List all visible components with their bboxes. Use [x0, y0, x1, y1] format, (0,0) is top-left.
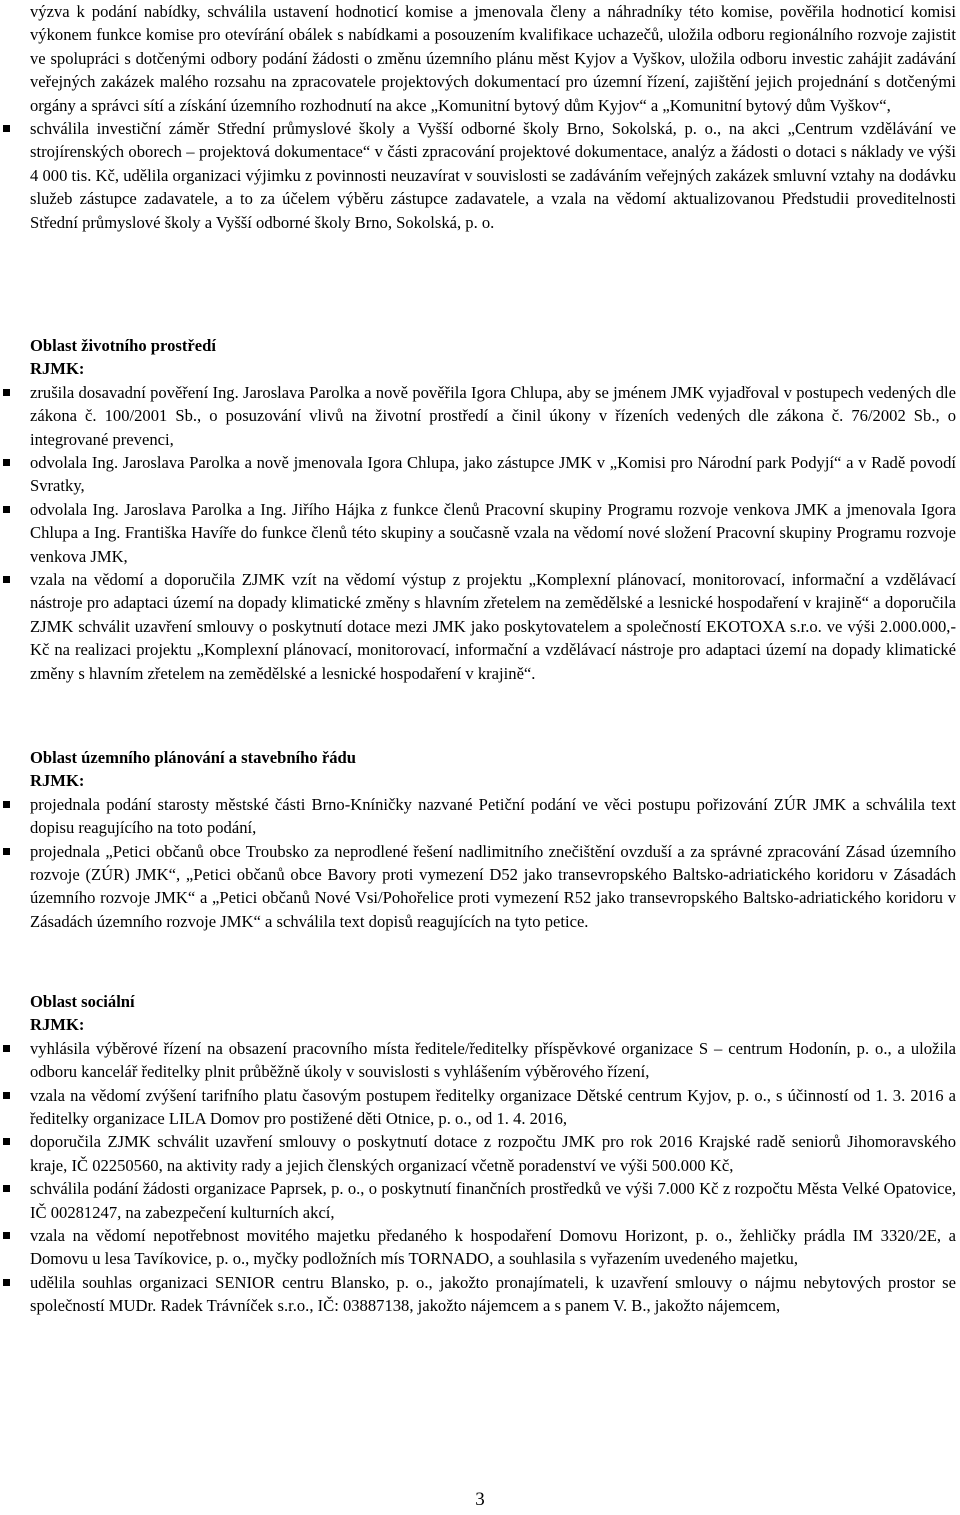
- list-item: schválila investiční záměr Střední průmyslové školy a Vyšší odborné školy Brno, Sokolská, p. o., na akci „Centrum vzdělávání ve strojírenských oborech – projektová dokumentace“ v části zpracování projektové dokumentace, analýz a žádosti o dotaci s náklady ve výši 4 000 tis. Kč, udělila organizaci výjimku z povinnosti neuzavírat v souvislosti se zadáváním veřejných zakázek smluvní vztahy na dodávku služeb zástupce zadavatele, a to za účelem výběru zástupce zadavatele, a vzala na vědomí aktualizovanou Předstudii proveditelnosti Střední průmyslové školy a Vyšší odborné školy Brno, Sokolská, p. o.: [30, 117, 956, 234]
- section-heading: Oblast sociální: [30, 992, 135, 1011]
- list-item: doporučila ZJMK schválit uzavření smlouvy o poskytnutí dotace z rozpočtu JMK pro rok 2016 Krajské radě seniorů Jihomoravského kraje, IČ 02250560, na aktivity rady a jejich členských organizací včetně poradenství ve výši 500.000 Kč,: [30, 1130, 956, 1177]
- section-subheading: RJMK:: [30, 771, 85, 791]
- section-territorial-planning: [30, 746, 956, 933]
- section-list: [30, 793, 956, 933]
- list-item: vzala na vědomí a doporučila ZJMK vzít na vědomí výstup z projektu „Komplexní plánovací, monitorovací, informační a vzdělávací nástroje pro adaptaci území na dopady klimatické změny s hlavním zřetelem na zemědělské a lesnické hospodaření v krajině“ a doporučila ZJMK schválit uzavření smlouvy o poskytnutí dotace mezi JMK jako poskytovatelem a společností EKOTOXA s.r.o. ve výši 2.000.000,- Kč na realizaci projektu „Komplexní plánovací, monitorovací, informační a vzdělávací nástroje pro adaptaci území na dopady klimatické změny s hlavním zřetelem na zemědělské a lesnické hospodaření v krajině“.: [30, 568, 956, 685]
- list-item: udělila souhlas organizaci SENIOR centru Blansko, p. o., jakožto pronajímateli, k uzavření smlouvy o nájmu nebytových prostor se společností MUDr. Radek Trávníček s.r.o., IČ: 03887138, jakožto nájemcem a s panem V. B., jakožto nájemcem,: [30, 1271, 956, 1318]
- continuation-paragraph: výzva k podání nabídky, schválila ustavení hodnoticí komise a jmenovala členy a náhradníky této komise, pověřila hodnoticí komisi výkonem funkce komise pro otevírání obálek s nabídkami a posouzením kvalifikace uchazečů, uložila odboru regionálního rozvoje zajistit ve spolupráci s dotčenými odbory podání žádosti o změnu územního plánu měst Kyjov a Vyškov, uložila odboru investic zahájit zadávání veřejných zakázek malého rozsahu na zpracovatele projektových dokumentací pro územní řízení, zajištění jejich projednání s dotčenými orgány a správci sítí a získání územního rozhodnutí na akce „Komunitní bytový dům Kyjov“ a „Komunitní bytový dům Vyškov“,: [30, 2, 956, 115]
- section-environment: [30, 334, 956, 685]
- intro-list: [30, 117, 956, 234]
- list-item: projednala podání starosty městské části Brno-Kníničky nazvané Petiční podání ve věci postupu pořizování ZÚR JMK a schválila text dopisu reagujícího na toto podání,: [30, 793, 956, 840]
- list-item: projednala „Petici občanů obce Troubsko za neprodlené řešení nadlimitního znečištění ovzduší a za správné zpracování Zásad územního rozvoje (ZÚR) JMK“, „Petici občanů obce Bavory proti vymezení D52 jako transevropského Baltsko-adriatického koridoru v Zásadách územního rozvoje JMK“ a „Petici občanů Nové Vsi/Pohořelice proti vymezení R52 jako transevropského Baltsko-adriatického koridoru v Zásadách územního rozvoje JMK“ a schválila text dopisů reagujících na tyto petice.: [30, 840, 956, 934]
- page-number: 3: [475, 1489, 485, 1510]
- section-social: [30, 990, 956, 1318]
- section-subheading: RJMK:: [30, 1015, 85, 1035]
- list-item: odvolala Ing. Jaroslava Parolka a nově jmenovala Igora Chlupa, jako zástupce JMK v „Komisi pro Národní park Podyjí“ a v Radě povodí Svratky,: [30, 451, 956, 498]
- section-list: [30, 1037, 956, 1318]
- section-list: [30, 381, 956, 685]
- list-item: zrušila dosavadní pověření Ing. Jaroslava Parolka a nově pověřila Igora Chlupa, aby se jménem JMK vyjadřoval v postupech vedených dle zákona č. 100/2001 Sb., o posuzování vlivů na životní prostředí a činil úkony v řízeních vedených dle zákona č. 76/2002 Sb., o integrované prevenci,: [30, 381, 956, 451]
- list-item: schválila podání žádosti organizace Paprsek, p. o., o poskytnutí finančních prostředků ve výši 7.000 Kč z rozpočtu Města Velké Opatovice, IČ 00281247, na zabezpečení kulturních akcí,: [30, 1177, 956, 1224]
- section-heading: Oblast územního plánování a stavebního řádu: [30, 748, 356, 767]
- section-heading: Oblast životního prostředí: [30, 336, 216, 355]
- intro-block: [30, 0, 956, 234]
- list-item: vzala na vědomí zvýšení tarifního platu časovým postupem ředitelky organizace Dětské centrum Kyjov, p. o., s účinností od 1. 3. 2016 a ředitelky organizace LILA Domov pro postižené děti Otnice, p. o., od 1. 4. 2016,: [30, 1084, 956, 1131]
- section-subheading: RJMK:: [30, 359, 85, 379]
- list-item: vzala na vědomí nepotřebnost movitého majetku předaného k hospodaření Domovu Horizont, p. o., žehličky prádla IM 3320/2E, a Domovu u lesa Tavíkovice, p. o., myčky podložních mís TORNADO, a souhlasila s vyřazením uvedeného majetku,: [30, 1224, 956, 1271]
- list-item: vyhlásila výběrové řízení na obsazení pracovního místa ředitele/ředitelky příspěvkové organizace S – centrum Hodonín, p. o., a uložila odboru kancelář ředitelky plnit průběžně úkoly v souvislosti s vyhlášením výběrového řízení,: [30, 1037, 956, 1084]
- list-item: odvolala Ing. Jaroslava Parolka a Ing. Jiřího Hájka z funkce členů Pracovní skupiny Programu rozvoje venkova JMK a jmenovala Igora Chlupa a Ing. Františka Havíře do funkce členů této skupiny a současně vzala na vědomí nové složení Pracovní skupiny Programu rozvoje venkova JMK,: [30, 498, 956, 568]
